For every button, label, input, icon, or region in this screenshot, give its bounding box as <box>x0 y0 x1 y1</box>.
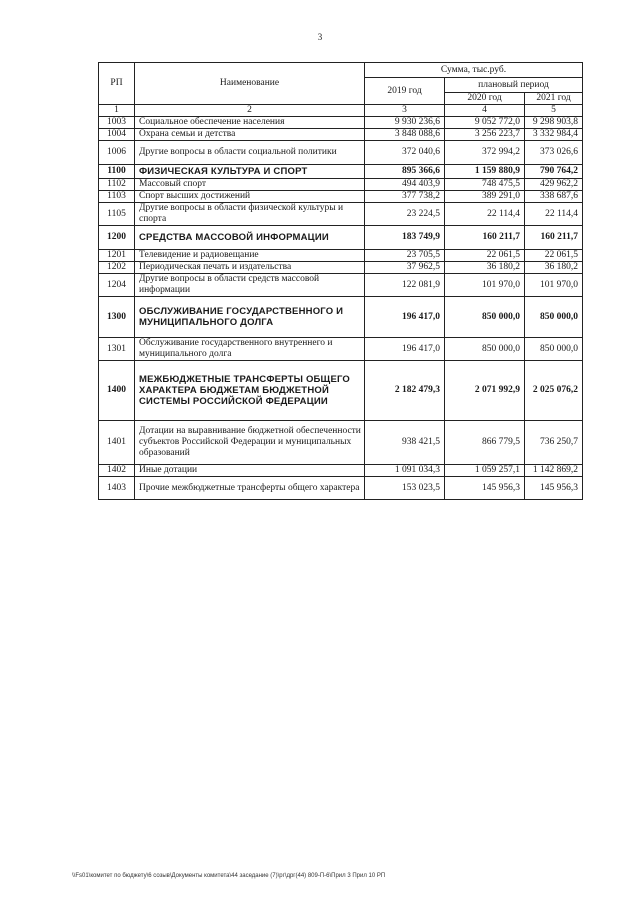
row-2021: 790 764,2 <box>525 165 583 179</box>
row-2020: 1 059 257,1 <box>445 465 525 477</box>
row-2021: 429 962,2 <box>525 179 583 191</box>
file-path-footer: \\Fs01\комитет по бюджету\6 созыв\Документы комитета\44 заседание (7)\рг\дрг(44) 809-П-6\Прил 3 Прил 10 РП <box>72 873 386 879</box>
row-2019: 938 421,5 <box>365 421 445 465</box>
table-row <box>99 297 583 338</box>
row-2019: 196 417,0 <box>365 338 445 361</box>
row-name: ФИЗИЧЕСКАЯ КУЛЬТУРА И СПОРТ <box>135 165 365 179</box>
index-row <box>99 105 583 117</box>
row-2019: 3 848 088,6 <box>365 129 445 141</box>
table-row <box>99 179 583 191</box>
row-2019: 372 040,6 <box>365 141 445 165</box>
table-row <box>99 165 583 179</box>
table-row <box>99 465 583 477</box>
index-cell: 4 <box>445 105 525 117</box>
row-2021: 3 332 984,4 <box>525 129 583 141</box>
row-2021: 22 114,4 <box>525 203 583 226</box>
row-2019: 23 224,5 <box>365 203 445 226</box>
row-2020: 372 994,2 <box>445 141 525 165</box>
row-2020: 36 180,2 <box>445 262 525 274</box>
table-row <box>99 226 583 250</box>
header-name: Наименование <box>135 63 365 105</box>
header-sum: Сумма, тыс.руб. <box>365 63 583 78</box>
table-row <box>99 129 583 141</box>
table-row <box>99 338 583 361</box>
row-code: 1200 <box>99 226 135 250</box>
row-2021: 373 026,6 <box>525 141 583 165</box>
row-2021: 850 000,0 <box>525 338 583 361</box>
row-name: Прочие межбюджетные трансферты общего характера <box>135 477 365 500</box>
row-2021: 160 211,7 <box>525 226 583 250</box>
table-row <box>99 203 583 226</box>
row-2019: 9 930 236,6 <box>365 117 445 129</box>
row-2021: 36 180,2 <box>525 262 583 274</box>
row-2019: 153 023,5 <box>365 477 445 500</box>
row-2021: 22 061,5 <box>525 250 583 262</box>
row-code: 1105 <box>99 203 135 226</box>
row-2021: 850 000,0 <box>525 297 583 338</box>
row-code: 1006 <box>99 141 135 165</box>
row-2020: 748 475,5 <box>445 179 525 191</box>
header-rp: РП <box>99 63 135 105</box>
table-row <box>99 477 583 500</box>
row-code: 1204 <box>99 274 135 297</box>
row-code: 1402 <box>99 465 135 477</box>
row-2019: 377 738,2 <box>365 191 445 203</box>
row-2021: 101 970,0 <box>525 274 583 297</box>
row-2020: 866 779,5 <box>445 421 525 465</box>
row-code: 1004 <box>99 129 135 141</box>
row-name: Другие вопросы в области социальной политики <box>135 141 365 165</box>
row-2020: 3 256 223,7 <box>445 129 525 141</box>
row-name: Телевидение и радиовещание <box>135 250 365 262</box>
row-2020: 145 956,3 <box>445 477 525 500</box>
row-2021: 9 298 903,8 <box>525 117 583 129</box>
page-number: 3 <box>317 32 323 42</box>
row-2019: 2 182 479,3 <box>365 361 445 421</box>
row-code: 1401 <box>99 421 135 465</box>
row-2019: 183 749,9 <box>365 226 445 250</box>
row-2020: 9 052 772,0 <box>445 117 525 129</box>
table-row <box>99 191 583 203</box>
row-name: Социальное обеспечение населения <box>135 117 365 129</box>
row-code: 1201 <box>99 250 135 262</box>
table-row <box>99 361 583 421</box>
row-2021: 338 687,6 <box>525 191 583 203</box>
row-code: 1003 <box>99 117 135 129</box>
row-2019: 122 081,9 <box>365 274 445 297</box>
table-row <box>99 421 583 465</box>
header-planned-period: плановый период <box>445 78 583 93</box>
row-code: 1100 <box>99 165 135 179</box>
index-cell: 3 <box>365 105 445 117</box>
index-cell: 2 <box>135 105 365 117</box>
row-code: 1102 <box>99 179 135 191</box>
row-name: Дотации на выравнивание бюджетной обеспеченности субъектов Российской Федерации и муниципальных образований <box>135 421 365 465</box>
row-name: СРЕДСТВА МАССОВОЙ ИНФОРМАЦИИ <box>135 226 365 250</box>
row-2021: 145 956,3 <box>525 477 583 500</box>
index-cell: 1 <box>99 105 135 117</box>
row-2020: 101 970,0 <box>445 274 525 297</box>
row-2020: 160 211,7 <box>445 226 525 250</box>
row-2019: 1 091 034,3 <box>365 465 445 477</box>
row-2021: 1 142 869,2 <box>525 465 583 477</box>
row-code: 1103 <box>99 191 135 203</box>
row-code: 1300 <box>99 297 135 338</box>
budget-table <box>98 62 583 500</box>
row-name: Обслуживание государственного внутреннего и муниципального долга <box>135 338 365 361</box>
row-2020: 389 291,0 <box>445 191 525 203</box>
header-2019: 2019 год <box>365 78 445 105</box>
row-name: ОБСЛУЖИВАНИЕ ГОСУДАРСТВЕННОГО И МУНИЦИПАЛЬНОГО ДОЛГА <box>135 297 365 338</box>
row-name: Массовый спорт <box>135 179 365 191</box>
row-code: 1400 <box>99 361 135 421</box>
row-name: Другие вопросы в области физической культуры и спорта <box>135 203 365 226</box>
row-2020: 850 000,0 <box>445 297 525 338</box>
row-2019: 895 366,6 <box>365 165 445 179</box>
header-2020: 2020 год <box>445 93 525 105</box>
row-2019: 37 962,5 <box>365 262 445 274</box>
row-2020: 22 061,5 <box>445 250 525 262</box>
row-name: Охрана семьи и детства <box>135 129 365 141</box>
index-cell: 5 <box>525 105 583 117</box>
row-2019: 23 705,5 <box>365 250 445 262</box>
row-2021: 736 250,7 <box>525 421 583 465</box>
row-2020: 850 000,0 <box>445 338 525 361</box>
row-name: Спорт высших достижений <box>135 191 365 203</box>
table-row <box>99 250 583 262</box>
header-2021: 2021 год <box>525 93 583 105</box>
row-code: 1301 <box>99 338 135 361</box>
row-2019: 196 417,0 <box>365 297 445 338</box>
row-name: Другие вопросы в области средств массовой информации <box>135 274 365 297</box>
row-2020: 22 114,4 <box>445 203 525 226</box>
row-2019: 494 403,9 <box>365 179 445 191</box>
row-2020: 2 071 992,9 <box>445 361 525 421</box>
row-2021: 2 025 076,2 <box>525 361 583 421</box>
row-name: МЕЖБЮДЖЕТНЫЕ ТРАНСФЕРТЫ ОБЩЕГО ХАРАКТЕРА БЮДЖЕТАМ БЮДЖЕТНОЙ СИСТЕМЫ РОССИЙСКОЙ ФЕДЕРАЦИИ <box>135 361 365 421</box>
table-row <box>99 274 583 297</box>
table-row <box>99 117 583 129</box>
row-code: 1403 <box>99 477 135 500</box>
row-code: 1202 <box>99 262 135 274</box>
table-row <box>99 262 583 274</box>
row-2020: 1 159 880,9 <box>445 165 525 179</box>
table-row <box>99 141 583 165</box>
row-name: Периодическая печать и издательства <box>135 262 365 274</box>
row-name: Иные дотации <box>135 465 365 477</box>
